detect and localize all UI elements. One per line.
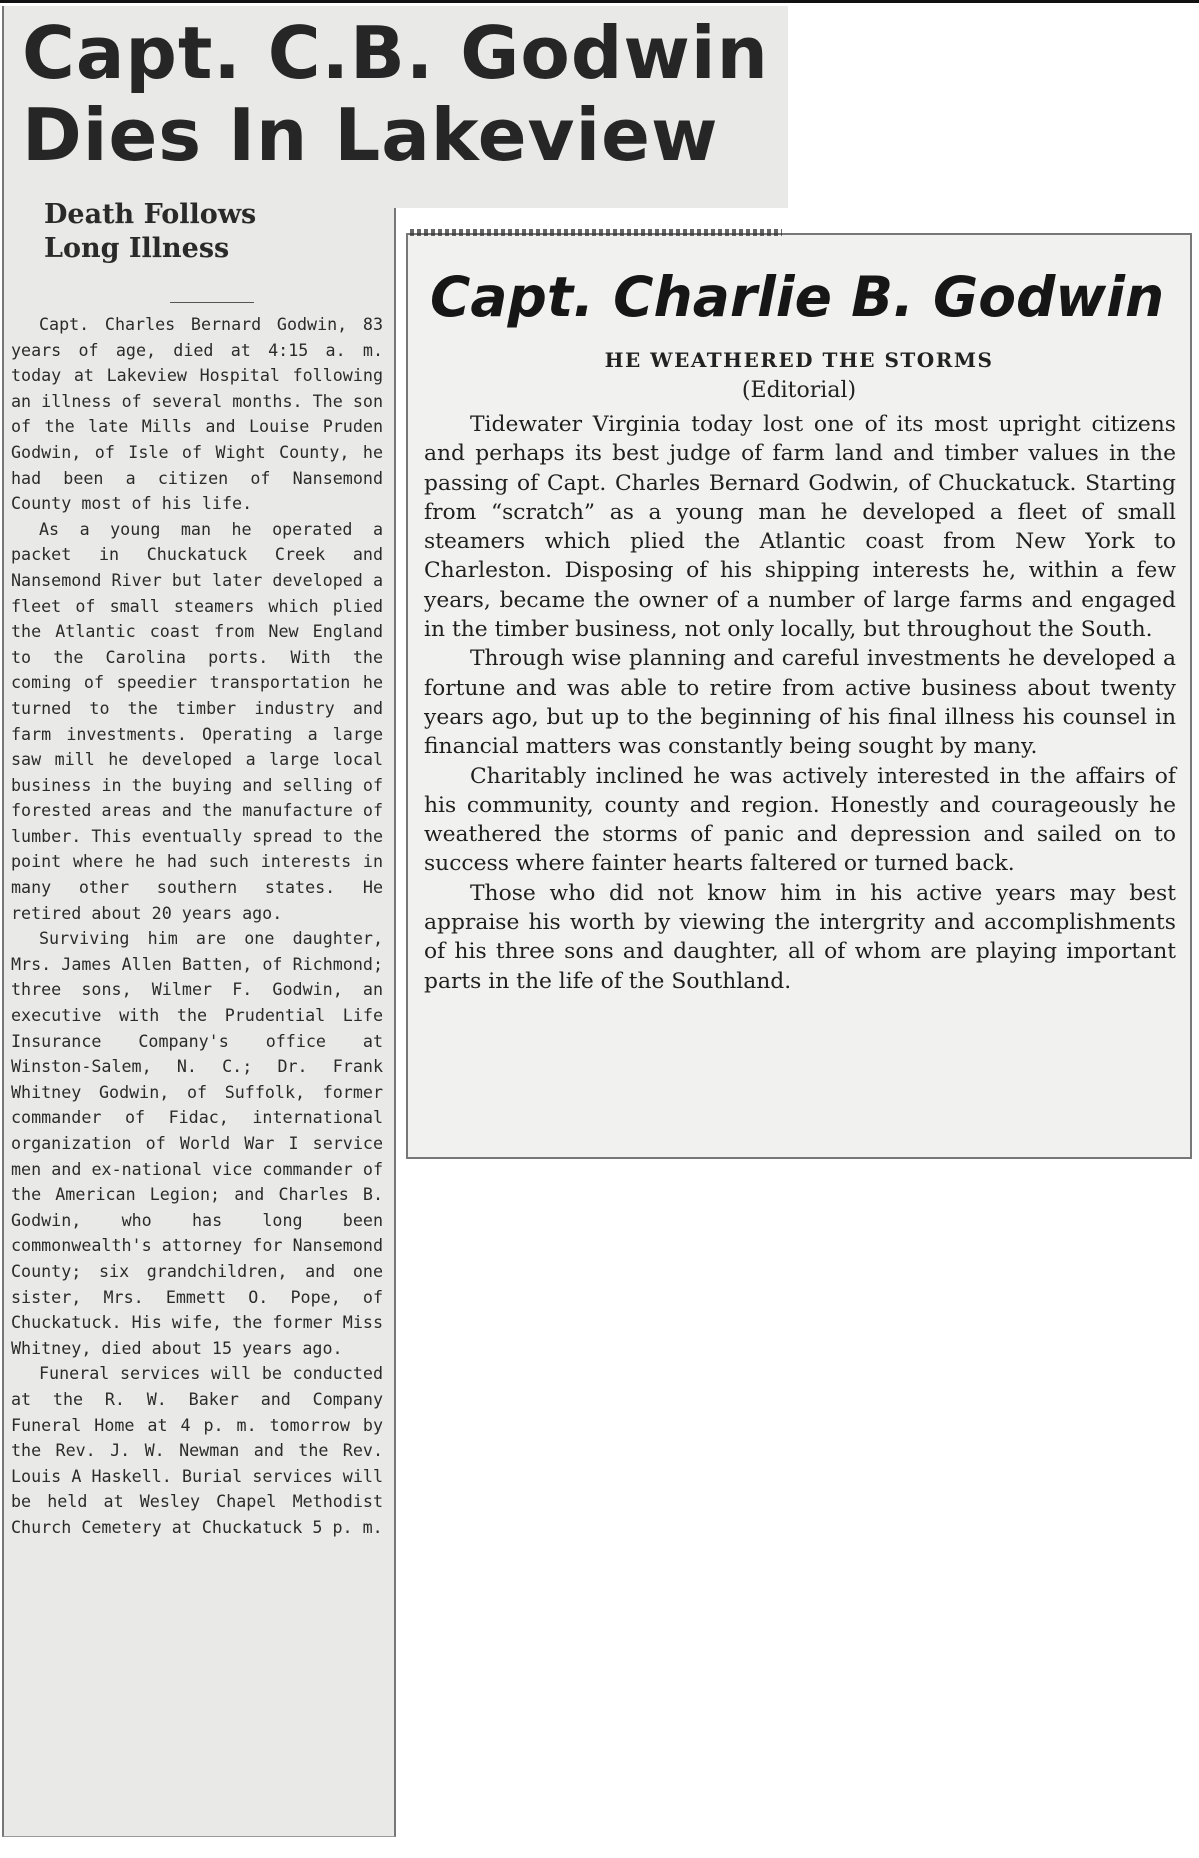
obituary-paragraph: Funeral services will be conducted at the R. W. Baker and Company Funeral Home at 4 p. m. tomorrow by the Rev. J. W. Newman and the Rev. Louis A Haskell. Burial services will be held at Wesley Chapel Methodist Church Cemetery at Chuckatuck 5 p. m.	[11, 1363, 383, 1537]
editorial-paragraph: Those who did not know him in his active years may best appraise his worth by viewing the intergrity and accomplishments of his three sons and daughter, all of whom are playing important parts in the life of the Southland.	[424, 880, 1176, 994]
subhead-line-2: Long Illness	[44, 233, 230, 264]
editorial-tag: (Editorial)	[741, 378, 857, 403]
headline-line-2: Dies In Lakeview	[22, 93, 719, 177]
editorial-paragraph: Charitably inclined he was actively interested in the affairs of his community, county and region. Honestly and courageously he weathered the storms of panic and depression and sailed on to success where fainter hearts faltered or turned back.	[424, 763, 1176, 877]
editorial-kicker: HE WEATHERED THE STORMS	[604, 348, 994, 372]
obituary-paragraph: Capt. Charles Bernard Godwin, 83 years of age, died at 4:15 a. m. today at Lakeview Hospital following an illness of several months. The son of the late Mills and Louise Pruden Godwin, of Isle of Wight County, he had been a citizen of Nansemond County most of his life.	[11, 314, 383, 514]
obituary-headline	[22, 12, 769, 176]
obituary-body	[11, 312, 383, 1541]
editorial-paragraph: Tidewater Virginia today lost one of its most upright citizens and perhaps its best judge of farm land and timber values in the passing of Capt. Charles Bernard Godwin, of Chuckatuck. Starting from “scratch” as a young man he developed a fleet of small steamers which plied the Atlantic coast from New York to Charleston. Disposing of his shipping interests he, within a few years, became the owner of a number of large farms and engaged in the timber business, not only locally, but throughout the South.	[424, 412, 1176, 643]
subhead-divider	[170, 302, 254, 303]
subhead-line-1: Death Follows	[44, 199, 257, 230]
editorial-top-ornament	[410, 229, 782, 236]
obituary-paragraph: As a young man he operated a packet in Chuckatuck Creek and Nansemond River but later developed a fleet of small steamers which plied the Atlantic coast from New England to the Carolina ports. With the coming of speedier transportation he turned to the timber industry and farm investments. Operating a large saw mill he developed a large local business in the buying and selling of forested areas and the manufacture of lumber. This eventually spread to the point where he had such interests in many other southern states. He retired about 20 years ago.	[11, 518, 383, 923]
top-border-rule	[0, 0, 1199, 3]
editorial-body	[424, 410, 1176, 996]
editorial-title: Capt. Charlie B. Godwin	[430, 265, 1165, 329]
headline-line-1: Capt. C.B. Godwin	[22, 11, 769, 95]
editorial-paragraph: Through wise planning and careful investments he developed a fortune and was able to retire from active business about twenty years ago, but up to the beginning of his final illness his counsel in financial matters was constantly being sought by many.	[424, 646, 1176, 760]
obituary-paragraph: Surviving him are one daughter, Mrs. James Allen Batten, of Richmond; three sons, Wilmer F. Godwin, an executive with the Prudential Life Insurance Company's office at Winston-Salem, N. C.; Dr. Frank Whitney Godwin, of Suffolk, former commander of Fidac, international organization of World War I service men and ex-national vice commander of the American Legion; and Charles B. Godwin, who has long been commonwealth's attorney for Nansemond County; six grandchildren, and one sister, Mrs. Emmett O. Pope, of Chuckatuck. His wife, the former Miss Whitney, died about 15 years ago.	[11, 928, 383, 1358]
obituary-subhead	[44, 198, 256, 266]
